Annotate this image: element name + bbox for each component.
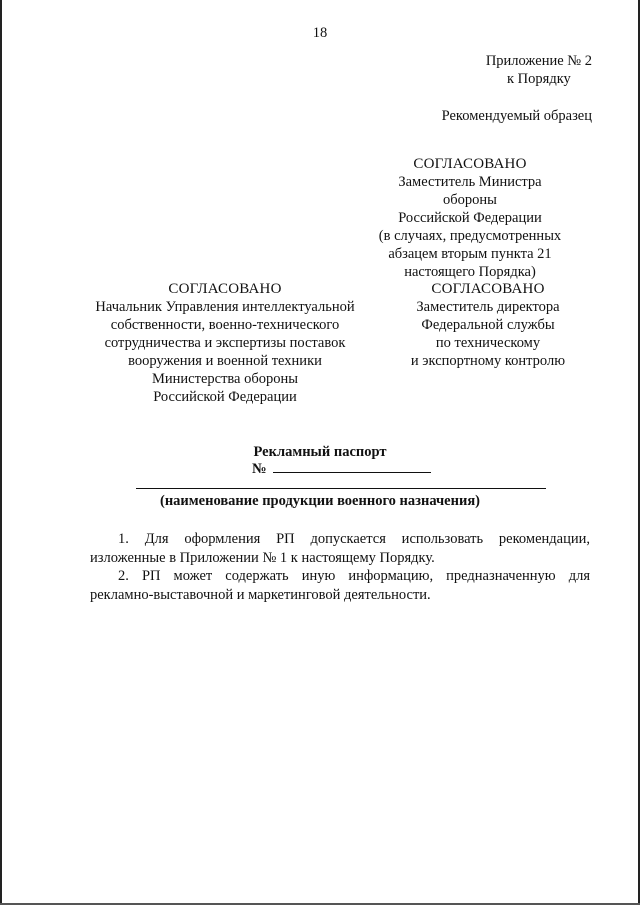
approval-line: Министерства обороны <box>152 371 298 387</box>
paragraph-1: 1. Для оформления РП допускается использовать рекомендации, изложенные в Приложении № 1 к настоящему Порядку. <box>90 531 590 566</box>
approval-line: по техническому <box>435 335 541 351</box>
approval-line: Федеральной службы <box>421 317 555 333</box>
product-name-caption: (наименование продукции военного назначения) <box>160 493 480 509</box>
approval-line: абзацем вторым пункта 21 <box>388 246 552 262</box>
number-sign: № <box>252 461 267 477</box>
approval-block-ip-department <box>80 280 370 406</box>
approval-heading: СОГЛАСОВАНО <box>413 156 527 172</box>
approval-line: Заместитель директора <box>416 299 560 315</box>
approval-line: собственности, военно-технического <box>110 317 340 333</box>
approval-block-export-control <box>388 280 588 370</box>
number-blank-field <box>273 458 431 473</box>
approval-block-deputy-minister <box>370 155 570 281</box>
sample-label: Рекомендуемый образец <box>441 108 592 124</box>
approval-line: Заместитель Министра обороны <box>398 174 542 208</box>
approval-line: настоящего Порядка) <box>404 264 536 280</box>
approval-line: и экспортному контролю <box>410 353 566 369</box>
paragraph-2: 2. РП может содержать иную информацию, предназначенную для рекламно-выставочной и маркетинговой деятельности. <box>90 568 590 603</box>
product-name-rule <box>136 488 546 489</box>
document-number-line <box>252 458 431 478</box>
approval-line: сотрудничества и экспертизы поставок <box>104 335 346 351</box>
body-text <box>90 530 590 604</box>
approval-line: Российской Федерации <box>153 389 297 405</box>
appendix-line-1: Приложение № 2 <box>485 53 592 69</box>
approval-line: Российской Федерации <box>398 210 542 226</box>
approval-line: (в случаях, предусмотренных <box>378 228 562 244</box>
approval-line: вооружения и военной техники <box>128 353 322 369</box>
document-title: Рекламный паспорт <box>253 444 387 460</box>
approval-heading: СОГЛАСОВАНО <box>431 281 545 297</box>
approval-heading: СОГЛАСОВАНО <box>168 281 282 297</box>
appendix-line-2: к Порядку <box>507 71 571 87</box>
page-number: 18 <box>312 25 328 41</box>
appendix-reference <box>486 52 592 88</box>
approval-line: Начальник Управления интеллектуальной <box>95 299 355 315</box>
